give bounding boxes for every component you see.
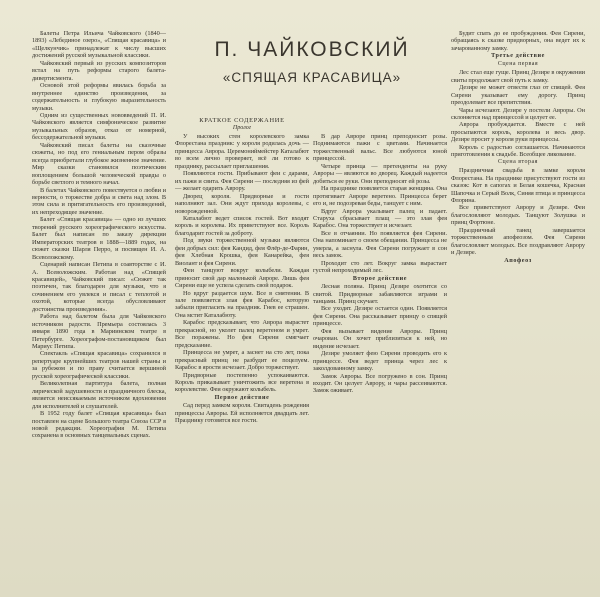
paragraph: На празднике появляется старая женщина. Она протягивает Авроре веретено. Принцесса берет его и, не подозревая беды, танцует с ним. (313, 185, 447, 208)
paragraph: Дезире умоляет фею Сирени проводить его к принцессе. Фея ведет принца через лес к заколдованному замку. (313, 350, 447, 373)
paragraph: Дворец короля. Придворные и гости наполняют зал. Они ждут прихода королевы, с новорожденной. (175, 192, 309, 215)
paragraph: В балетах Чайковского повествуется о любви и верности, о торжестве добра и света над злом. В этом сила и притягательность его произведений, их непреходящее значение. (32, 186, 166, 216)
paragraph: Все приветствуют Аврору и Дезире. Феи благословляют молодых. Танцуют Золушка и принц Фортюне. (451, 204, 585, 227)
paragraph: Лес стал еще гуще. Принц Дезире в окружении свиты продолжает свой путь к замку. (451, 69, 585, 84)
paragraph: Все в отчаянии. Но появляется фея Сирени. Она напоминает о своем обещании. Принцесса не умерла, а заснула. Фея Сирени погружает в сон весь замок. (313, 229, 447, 260)
section-heading: Второе действие (352, 275, 408, 282)
paragraph: У высоких стен королевского замка Флорестана праздник: у короля родилась дочь — принцесса Аврора. Церемониймейстер Каталабют во всем лично проверяет, всё ли готово к празднику, рассылает приглашения. (175, 133, 309, 170)
section-heading: Первое действие (214, 394, 270, 401)
paragraph: Лесная поляна. Принц Дезире охотится со свитой. Придворные забавляются играми и танцами. Принц скучает. (313, 283, 447, 305)
synopsis-column-2 (313, 133, 447, 590)
paragraph: Дезире не может отвести глаз от спящей. Фея Сирени указывает ему дорогу. Принц преодолевает все препятствия. (451, 84, 585, 107)
composer-title: П. ЧАЙКОВСКИЙ (214, 38, 410, 61)
work-title: «СПЯЩАЯ КРАСАВИЦА» (222, 70, 402, 85)
section-heading: Апофеоз (504, 257, 532, 264)
paragraph: В 1952 году балет «Спящая красавица» был поставлен на сцене Большого театра Союза ССР в новой редакции. Хореография М. Петипа сохранена в основных танцевальных сценах. (32, 410, 166, 440)
paragraph: Чайковский первый из русских композиторов встал на путь реформы старого балета-дивертисмента. (32, 59, 166, 82)
paragraph: Четыре принца — претенденты на руку Авроры — являются во дворец. Каждый надеется добиться ее руки. Они преподносят ей розы. (313, 162, 447, 185)
paragraph: Праздничная свадьба в замке короля Флорестана. На празднике присутствуют гости из сказок: Кот в сапогах и Белая кошечка, Красная Шапочка и Серый Волк, Синяя птица и принцесса Флорина. (451, 167, 585, 204)
summary-heading: КРАТКОЕ СОДЕРЖАНИЕ (199, 117, 285, 124)
paragraph: Балет «Спящая красавица» — одно из лучших творений русского хореографического искусства. Балет был написан по заказу дирекции Императорских театров в 1888—1889 годах, на сюжет сказки Шарля Перро, и посвящен И. А. Всеволожскому. (32, 216, 166, 261)
paragraph: Появляются гости. Прибывают феи с дарами, их пажи и свита. Фея Сирени — последняя из фей — желает одарить Аврору. (175, 170, 309, 193)
paragraph: Феи танцуют вокруг колыбели. Каждая приносит свой дар маленькой Авроре. Лишь фея Сирени еще не успела сделать свой подарок. (175, 267, 309, 290)
synopsis-column-1 (175, 133, 309, 590)
paragraph: Спектакль «Спящая красавица» сохранился в репертуаре крупнейших театров нашей страны и за рубежом и по праву считается вершиной русской хореографической классики. (32, 350, 166, 380)
paragraph: Сценарий написан Петипа в соавторстве с И. А. Всеволожским. Работая над «Спящей красавицей», Чайковский писал: «Сюжет так поэтичен, так благодарен для музыки, что я сочинением его увлекся и писал с теплотой и охотой, которые всегда обусловливают достоинства произведения». (32, 261, 166, 313)
paragraph: Фея вызывает видение Авроры. Принц очарован. Он хочет приблизиться к ней, но видение исчезает. (313, 327, 447, 350)
paragraph: Замок Авроры. Все погружено в сон. Принц входит. Он целует Аврору, и чары рассеиваются. Замок оживает. (313, 372, 447, 395)
paragraph: Аврора пробуждается. Вместе с ней просыпаются король, королева и весь двор. Дезире просит у короля руки принцессы. (451, 121, 585, 144)
paragraph: В дар Авроре принц преподносит розы. Поднимаются пажи с цветами. Начинается торжественный вальс. Все любуются юной принцессой. (313, 133, 447, 163)
paragraph: Каталабют ведет список гостей. Вот входят король и королева. Их приветствуют все. Король благодарит гостей за доброту. (175, 214, 309, 237)
paragraph: Одним из существенных нововведений П. И. Чайковского является симфоническое развитие музыкальных образов, отказ от номерной, бессодержательной музыки. (32, 111, 166, 142)
paragraph: Праздничный танец завершается торжественным апофеозом. Фея Сирени благословляет молодых. Все поздравляют Аврору и Дезире. (451, 226, 585, 257)
paragraph: Основой этой реформы явилась борьба за внутреннее единство произведения, за содержательность и глубокую выразительность музыки. (32, 82, 166, 112)
synopsis-column-3 (451, 30, 585, 590)
paragraph: Придворные постепенно успокаиваются. Король приказывает уничтожить все веретена в королевстве. Феи окружают колыбель. (175, 371, 309, 394)
paragraph: Проходит сто лет. Вокруг замка вырастает густой непроходимый лес. (313, 259, 447, 275)
paragraph: Принцесса не умрет, а заснет на сто лет, пока прекрасный принц не разбудит ее поцелуем. Карабос в ярости исчезает. Добро торжествует. (175, 349, 309, 372)
paragraph: Король с радостью соглашается. Начинаются приготовления к свадьбе. Всеобщее ликование. (451, 143, 585, 159)
section-heading: Третье действие (491, 53, 545, 60)
scene-heading: Сцена вторая (498, 158, 538, 165)
paragraph: Будит спать до ее пробуждения. Фея Сирени, обращаясь к сказке придворных, она ведет их к зачарованному замку. (451, 30, 585, 52)
paragraph: Балеты Петра Ильича Чайковского (1840—1893) «Лебединое озеро», «Спящая красавица» и «Щелкунчик» принадлежат к числу высших достижений русской музыкальной классики. (32, 30, 166, 60)
paragraph: Вдруг Аврора укалывает палец и падает. Старуха сбрасывает плащ — это злая фея Карабос. Она торжествует и исчезает. (313, 207, 447, 230)
scene-heading: Сцена первая (497, 60, 539, 67)
paragraph: Но вдруг раздается шум. Все в смятении. В зале появляется злая фея Карабос, которую забыли пригласить на праздник. Гнев ее страшен. Она мстит Каталабюту. (175, 289, 309, 319)
prologue-label: Пролог (232, 125, 252, 131)
paragraph: Работа над балетом была для Чайковского источником радости. Премьера состоялась 3 января 1890 года в Мариинском театре в Петербурге. Хореографом-постановщиком был Мариус Петипа. (32, 313, 166, 351)
paragraph: Чары исчезают. Дезире у постели Авроры. Он склоняется над принцессой и целует ее. (451, 106, 585, 121)
paragraph: Великолепная партитура балета, полная лирической задушевности и праздничного блеска, является неиссякаемым источником вдохновения для исполнителей и слушателей. (32, 380, 166, 410)
paragraph: Чайковский писал балеты на сказочные сюжеты, но под его гениальным пером образы всегда приобретали глубокое жизненное значение. Мир сказки становился поэтическим воплощением большой человеческой правды о борьбе светлого и темного начал. (32, 141, 166, 187)
paragraph: Все уходят. Дезире остается один. Появляется фея Сирени. Она рассказывает принцу о спящей принцессе. (313, 305, 447, 328)
paragraph: Сад перед замком короля. Свитадень рождения принцессы Авроры. Ей исполняется двадцать лет. Празднику готовятся все гости. (175, 402, 309, 425)
paragraph: Карабос предсказывает, что Аврора вырастет прекрасной, но уколет палец веретеном и умрет. Все поражены. Но фея Сирени смягчает предсказание. (175, 319, 309, 349)
paragraph: Под звуки торжественной музыки являются феи добрых сил: фея Кандид, фея Флёр-де-Фарин, фея Хлебная Крошка, фея Канарейка, фея Виолант и фея Сирени. (175, 237, 309, 267)
intro-column (32, 30, 166, 590)
